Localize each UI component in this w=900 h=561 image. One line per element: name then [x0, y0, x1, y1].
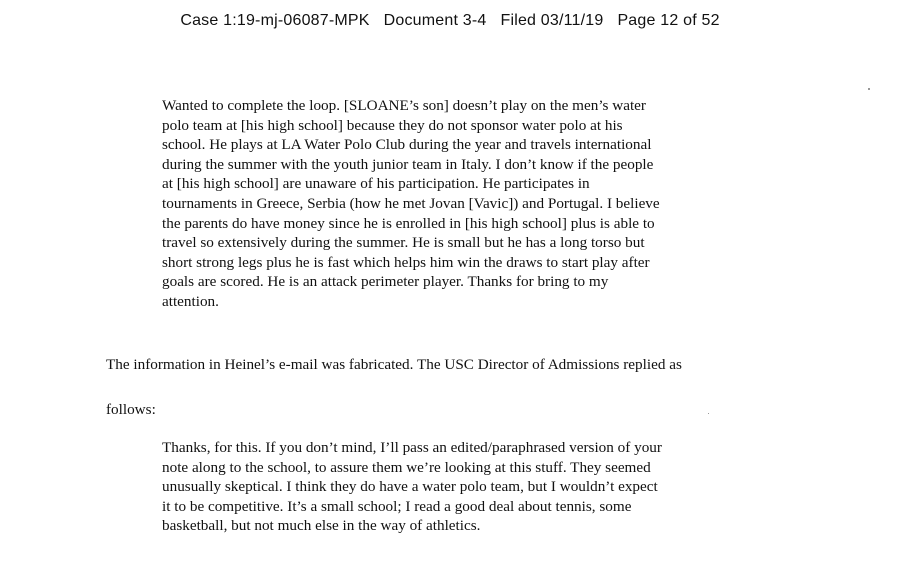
quote-line: polo team at [his high school] because they do not sponsor water polo at his: [162, 116, 623, 134]
body-paragraph-line: follows:: [106, 401, 156, 418]
quote-line: short strong legs plus he is fast which helps him win the draws to start play after: [162, 253, 650, 271]
quote-line: at [his high school] are unaware of his participation. He participates in: [162, 175, 590, 193]
page-header: [0, 12, 900, 30]
scan-speck: [708, 413, 709, 414]
quote-line: Thanks, for this. If you don’t mind, I’ll pass an edited/paraphrased version of your: [162, 439, 662, 456]
case-number: Case 1:19-mj-06087-MPK: [180, 12, 370, 29]
quote-line: Wanted to complete the loop. [SLOANE’s son] doesn’t play on the men’s water: [162, 97, 646, 114]
quote-line: the parents do have money since he is enrolled in [his high school] plus is able to: [162, 214, 655, 232]
quote-line: attention.: [162, 292, 219, 310]
quote-line: tournaments in Greece, Serbia (how he met Jovan [Vavic]) and Portugal. I believe: [162, 194, 660, 212]
quote-line: note along to the school, to assure them we’re looking at this stuff. They seemed: [162, 458, 651, 476]
page-number: Page 12 of 52: [617, 12, 720, 29]
filed-date: Filed 03/11/19: [500, 12, 604, 29]
quote-line: it to be competitive. It’s a small school; I read a good deal about tennis, some: [162, 497, 632, 515]
quote-line: goals are scored. He is an attack perimeter player. Thanks for bring to my: [162, 273, 609, 291]
quote-line: during the summer with the youth junior team in Italy. I don’t know if the people: [162, 155, 654, 173]
scan-speck: [868, 88, 870, 90]
email-quote-heinel: [162, 96, 802, 312]
email-quote-director: [162, 438, 802, 536]
quote-line: unusually skeptical. I think they do have a water polo team, but I wouldn’t expect: [162, 478, 658, 496]
quote-line: travel so extensively during the summer. He is small but he has a long torso but: [162, 234, 645, 252]
body-paragraph-line: The information in Heinel’s e-mail was fabricated. The USC Director of Admissions replied as: [106, 356, 682, 373]
document-number: Document 3-4: [383, 12, 487, 29]
quote-line: school. He plays at LA Water Polo Club during the year and travels international: [162, 136, 652, 154]
quote-line: basketball, but not much else in the way of athletics.: [162, 517, 481, 535]
